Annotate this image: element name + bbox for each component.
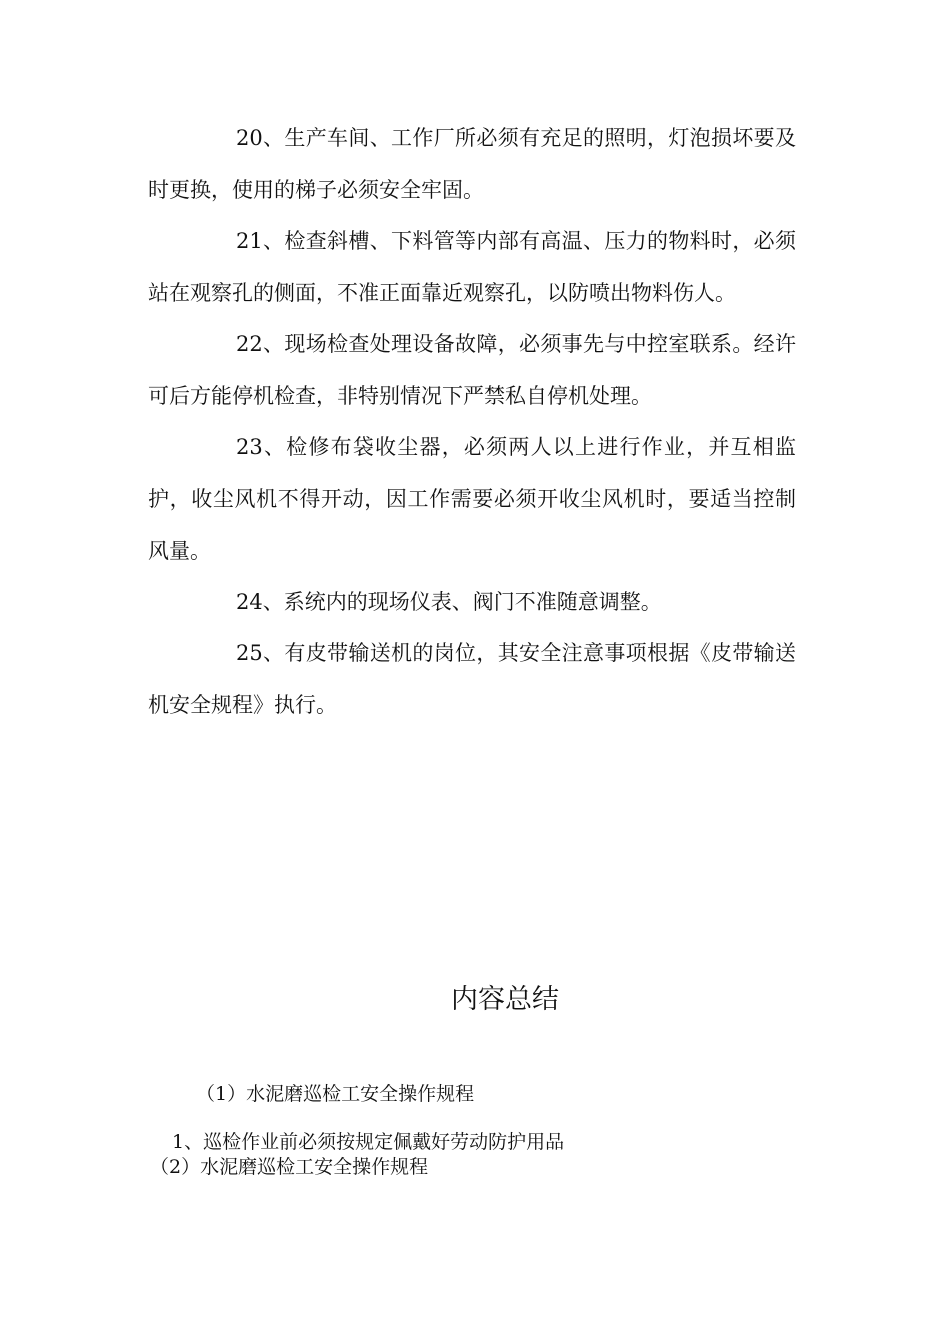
paragraph-21: 21、检查斜槽、下料管等内部有高温、压力的物料时，必须站在观察孔的侧面，不准正面靠近观察孔，以防喷出物料伤人。 <box>148 229 796 305</box>
summary-item-3: （2）水泥磨巡检工安全操作规程 <box>150 1156 429 1178</box>
paragraph-24: 24、系统内的现场仪表、阀门不准随意调整。 <box>236 590 662 614</box>
summary-item-2: 1、巡检作业前必须按规定佩戴好劳动防护用品 <box>172 1131 565 1153</box>
paragraph-20: 20、生产车间、工作厂所必须有充足的照明，灯泡损坏要及时更换，使用的梯子必须安全牢固。 <box>148 126 796 202</box>
summary-title: 内容总结 <box>451 984 559 1015</box>
paragraph-22: 22、现场检查处理设备故障，必须事先与中控室联系。经许可后方能停机检查，非特别情况下严禁私自停机处理。 <box>148 332 796 408</box>
paragraph-23: 23、检修布袋收尘器，必须两人以上进行作业，并互相监护，收尘风机不得开动，因工作需要必须开收尘风机时，要适当控制风量。 <box>148 435 796 563</box>
summary-item-1: （1）水泥磨巡检工安全操作规程 <box>196 1083 475 1105</box>
paragraph-25: 25、有皮带输送机的岗位，其安全注意事项根据《皮带输送机安全规程》执行。 <box>148 641 796 717</box>
